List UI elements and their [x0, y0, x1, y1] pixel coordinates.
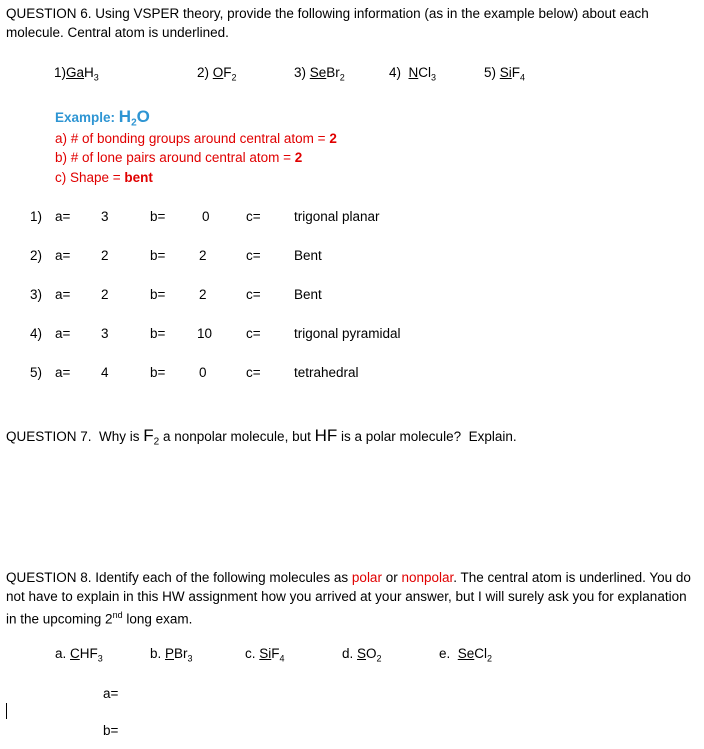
answer-c-label: c=: [246, 326, 261, 341]
example-line-a: a) # of bonding groups around central atom = 2: [55, 131, 337, 146]
q6-molecule-1: 1)GaH$_3$: [54, 65, 99, 83]
q6-molecule-4: 4) NCl$_3$: [389, 65, 437, 83]
q8-answer-b-label[interactable]: b=: [103, 723, 119, 738]
answer-b-label: b=: [150, 365, 166, 380]
text-cursor: [6, 703, 7, 719]
answer-a-label: a=: [55, 209, 71, 224]
answer-b-value[interactable]: 0: [199, 365, 207, 380]
answer-row-number: 5): [30, 365, 43, 380]
example-line-c: c) Shape = bent: [55, 170, 153, 185]
answer-a-label: a=: [55, 248, 71, 263]
q6-molecule-5: 5) SiF$_4$: [484, 65, 526, 83]
answer-c-value[interactable]: tetrahedral: [294, 365, 359, 380]
answer-c-value[interactable]: Bent: [294, 248, 322, 263]
answer-c-label: c=: [246, 287, 261, 302]
answer-c-value[interactable]: trigonal planar: [294, 209, 380, 224]
q6-molecule-2: 2) $OF_2$: [197, 65, 237, 83]
answer-a-label: a=: [55, 287, 71, 302]
answer-c-label: c=: [246, 365, 261, 380]
answer-c-label: c=: [246, 248, 261, 263]
answer-a-label: a=: [55, 326, 71, 341]
answer-b-label: b=: [150, 248, 166, 263]
q8-answer-a-label[interactable]: a=: [103, 686, 119, 701]
example-line-b: b) # of lone pairs around central atom = 2: [55, 150, 303, 165]
answer-a-label: a=: [55, 365, 71, 380]
question-7-text: QUESTION 7. Why is $F_2$ a nonpolar molecule, but HF is a polar molecule? Explain.: [6, 426, 517, 448]
example-title: Example: $H_2O$: [55, 107, 150, 129]
q8-molecule-e: e. SeCl$_2$: [439, 646, 493, 664]
answer-b-label: b=: [150, 209, 166, 224]
answer-row-number: 4): [30, 326, 43, 341]
q8-molecule-c: c. SiF$_4$: [245, 646, 285, 664]
q6-molecule-3: 3) SeBr$_2$: [294, 65, 345, 83]
answer-a-value[interactable]: 2: [101, 287, 109, 302]
answer-b-value[interactable]: 0: [202, 209, 210, 224]
answer-row-number: 2): [30, 248, 43, 263]
q8-molecule-a: a. $CHF_3$: [55, 646, 103, 664]
answer-c-value[interactable]: trigonal pyramidal: [294, 326, 401, 341]
answer-c-value[interactable]: Bent: [294, 287, 322, 302]
answer-row-number: 3): [30, 287, 43, 302]
answer-b-value[interactable]: 2: [199, 287, 207, 302]
answer-c-label: c=: [246, 209, 261, 224]
question-6-text: QUESTION 6. Using VSPER theory, provide the following information (as in the example below) about each molecule. Central atom is underlined.: [6, 6, 649, 40]
answer-b-value[interactable]: 10: [197, 326, 213, 341]
answer-b-value[interactable]: 2: [199, 248, 207, 263]
q8-molecule-b: b. PBr$_3$: [150, 646, 193, 664]
answer-a-value[interactable]: 3: [101, 326, 109, 341]
question-8-text: QUESTION 8. Identify each of the following molecules as polar or nonpolar. The central atom is underlined. You do not have to explain in this HW assignment how you arrived at your answer, but I will surely ask you for explanation in the upcoming 2nd long exam.: [6, 570, 691, 627]
q8-molecule-d: d. $SO_2$: [342, 646, 382, 664]
answer-row-number: 1): [30, 209, 43, 224]
answer-b-label: b=: [150, 326, 166, 341]
answer-a-value[interactable]: 2: [101, 248, 109, 263]
answer-a-value[interactable]: 4: [101, 365, 109, 380]
answer-a-value[interactable]: 3: [101, 209, 109, 224]
answer-b-label: b=: [150, 287, 166, 302]
